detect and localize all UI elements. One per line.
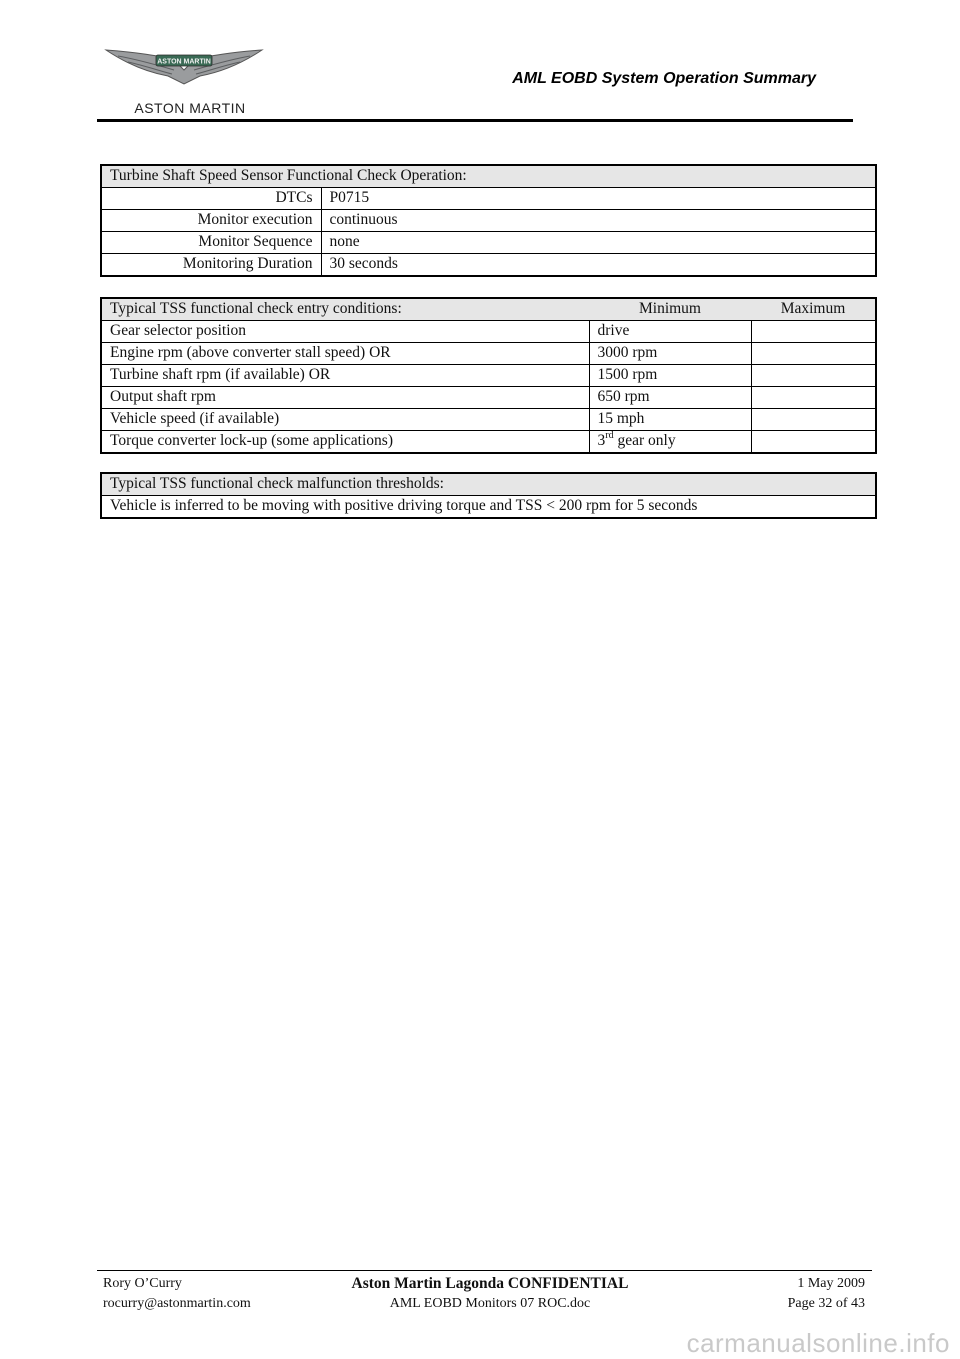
table-row — [101, 431, 876, 454]
table-row — [101, 343, 876, 365]
watermark: carmanualsonline.info — [686, 1328, 950, 1358]
entry-conditions-table — [100, 297, 877, 454]
logo-wordmark: ASTON MARTIN — [134, 100, 246, 116]
table-row — [101, 210, 876, 232]
column-header-minimum: Minimum — [589, 298, 751, 321]
table-row — [101, 496, 876, 519]
table-row — [101, 387, 876, 409]
condition-maximum — [751, 387, 876, 409]
condition-maximum — [751, 409, 876, 431]
condition-maximum — [751, 365, 876, 387]
condition-minimum: 1500 rpm — [589, 365, 751, 387]
footer-filename: AML EOBD Monitors 07 ROC.doc — [389, 1296, 591, 1311]
footer-rule — [97, 1270, 872, 1271]
ordinal-suffix: rd — [605, 429, 614, 441]
threshold-table-heading: Typical TSS functional check malfunction thresholds: — [101, 473, 876, 496]
condition-maximum — [751, 321, 876, 343]
condition-label: Vehicle speed (if available) — [101, 409, 589, 431]
condition-label: Output shaft rpm — [101, 387, 589, 409]
entry-table-heading: Typical TSS functional check entry conditions: — [101, 298, 589, 321]
row-value: none — [321, 232, 876, 254]
condition-maximum — [751, 431, 876, 454]
row-value: continuous — [321, 210, 876, 232]
condition-minimum: 650 rpm — [589, 387, 751, 409]
row-label: DTCs — [101, 188, 321, 210]
table-row — [101, 232, 876, 254]
footer-page-number: Page 32 of 43 — [787, 1296, 865, 1311]
footer-email: rocurry@astonmartin.com — [103, 1296, 251, 1311]
condition-label: Torque converter lock-up (some applications) — [101, 431, 589, 454]
malfunction-thresholds-table — [100, 472, 877, 519]
condition-minimum: drive — [589, 321, 751, 343]
threshold-table-heading-row — [101, 473, 876, 496]
row-label: Monitor Sequence — [101, 232, 321, 254]
threshold-text: Vehicle is inferred to be moving with positive driving torque and TSS < 200 rpm for 5 seconds — [101, 496, 876, 519]
footer-author: Rory O’Curry — [103, 1276, 182, 1291]
condition-minimum — [589, 431, 751, 454]
header-rule — [97, 119, 853, 122]
svg-text:ASTON MARTIN: ASTON MARTIN — [157, 58, 211, 66]
gear-number: 3 — [597, 432, 606, 449]
column-header-maximum: Maximum — [751, 298, 876, 321]
table-row — [101, 409, 876, 431]
document-title: AML EOBD System Operation Summary — [512, 70, 816, 87]
table-row — [101, 321, 876, 343]
operation-table — [100, 164, 877, 277]
condition-maximum — [751, 343, 876, 365]
table-row — [101, 188, 876, 210]
operation-table-heading: Turbine Shaft Speed Sensor Functional Check Operation: — [101, 165, 876, 188]
condition-minimum: 15 mph — [589, 409, 751, 431]
row-label: Monitoring Duration — [101, 254, 321, 277]
condition-minimum: 3000 rpm — [589, 343, 751, 365]
operation-table-heading-row — [101, 165, 876, 188]
row-value: P0715 — [321, 188, 876, 210]
footer-confidential: Aston Martin Lagonda CONFIDENTIAL — [351, 1275, 629, 1292]
row-value: 30 seconds — [321, 254, 876, 277]
condition-label: Turbine shaft rpm (if available) OR — [101, 365, 589, 387]
gear-text: gear only — [613, 432, 676, 449]
condition-label: Gear selector position — [101, 321, 589, 343]
condition-label: Engine rpm (above converter stall speed) OR — [101, 343, 589, 365]
entry-table-heading-row — [101, 298, 876, 321]
table-row — [101, 254, 876, 277]
table-row — [101, 365, 876, 387]
footer-date: 1 May 2009 — [797, 1276, 865, 1291]
row-label: Monitor execution — [101, 210, 321, 232]
